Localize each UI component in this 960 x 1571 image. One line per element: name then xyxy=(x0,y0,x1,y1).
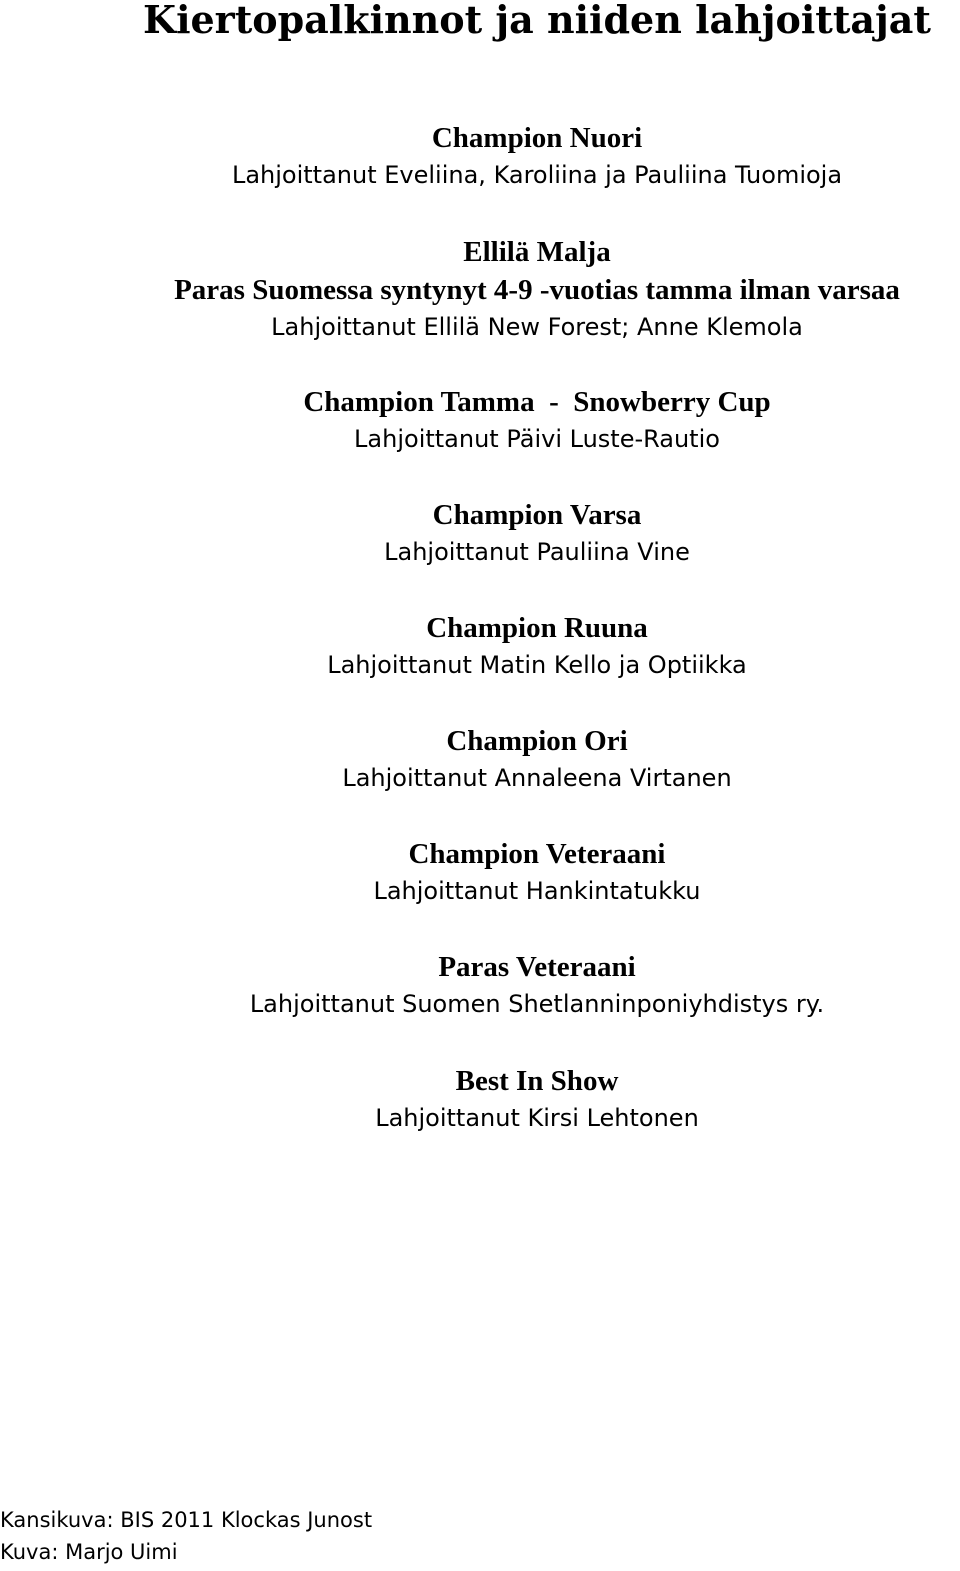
cover-image-credit: Kansikuva: BIS 2011 Klockas Junost xyxy=(0,1508,373,1532)
photo-credit: Kuva: Marjo Uimi xyxy=(0,1540,178,1564)
award-ellila-malja xyxy=(0,234,960,345)
award-donor: Lahjoittanut Päivi Luste-Rautio xyxy=(354,425,720,453)
award-paras-veteraani xyxy=(0,949,960,1022)
award-champion-tamma xyxy=(0,384,960,457)
award-name: Ellilä Malja xyxy=(463,236,611,268)
award-champion-ruuna xyxy=(0,610,960,683)
award-donor: Lahjoittanut Pauliina Vine xyxy=(384,538,690,566)
award-donor: Lahjoittanut Ellilä New Forest; Anne Klemola xyxy=(271,313,803,341)
award-subtitle: Paras Suomessa syntynyt 4-9 -vuotias tamma ilman varsaa xyxy=(174,274,900,306)
award-donor: Lahjoittanut Hankintatukku xyxy=(373,877,701,905)
award-donor: Lahjoittanut Suomen Shetlanninponiyhdistys ry. xyxy=(249,990,825,1018)
award-name: Best In Show xyxy=(455,1065,619,1097)
award-name: Champion Ori xyxy=(446,725,628,757)
award-champion-varsa xyxy=(0,497,960,570)
award-name: Champion Nuori xyxy=(431,122,643,154)
award-champion-nuori xyxy=(0,120,960,193)
award-champion-veteraani xyxy=(0,836,960,909)
award-name: Champion Tamma - Snowberry Cup xyxy=(303,386,771,418)
award-name: Champion Veteraani xyxy=(408,838,666,870)
award-donor: Lahjoittanut Kirsi Lehtonen xyxy=(375,1104,699,1132)
page-title: Kiertopalkinnot ja niiden lahjoittajat xyxy=(143,0,931,42)
award-name: Champion Varsa xyxy=(432,499,642,531)
award-name: Paras Veteraani xyxy=(438,951,636,983)
award-best-in-show xyxy=(0,1063,960,1136)
award-name: Champion Ruuna xyxy=(426,612,648,644)
award-champion-ori xyxy=(0,723,960,796)
award-donor: Lahjoittanut Eveliina, Karoliina ja Pauliina Tuomioja xyxy=(231,161,843,189)
award-donor: Lahjoittanut Matin Kello ja Optiikka xyxy=(327,651,747,679)
award-donor: Lahjoittanut Annaleena Virtanen xyxy=(342,764,732,792)
